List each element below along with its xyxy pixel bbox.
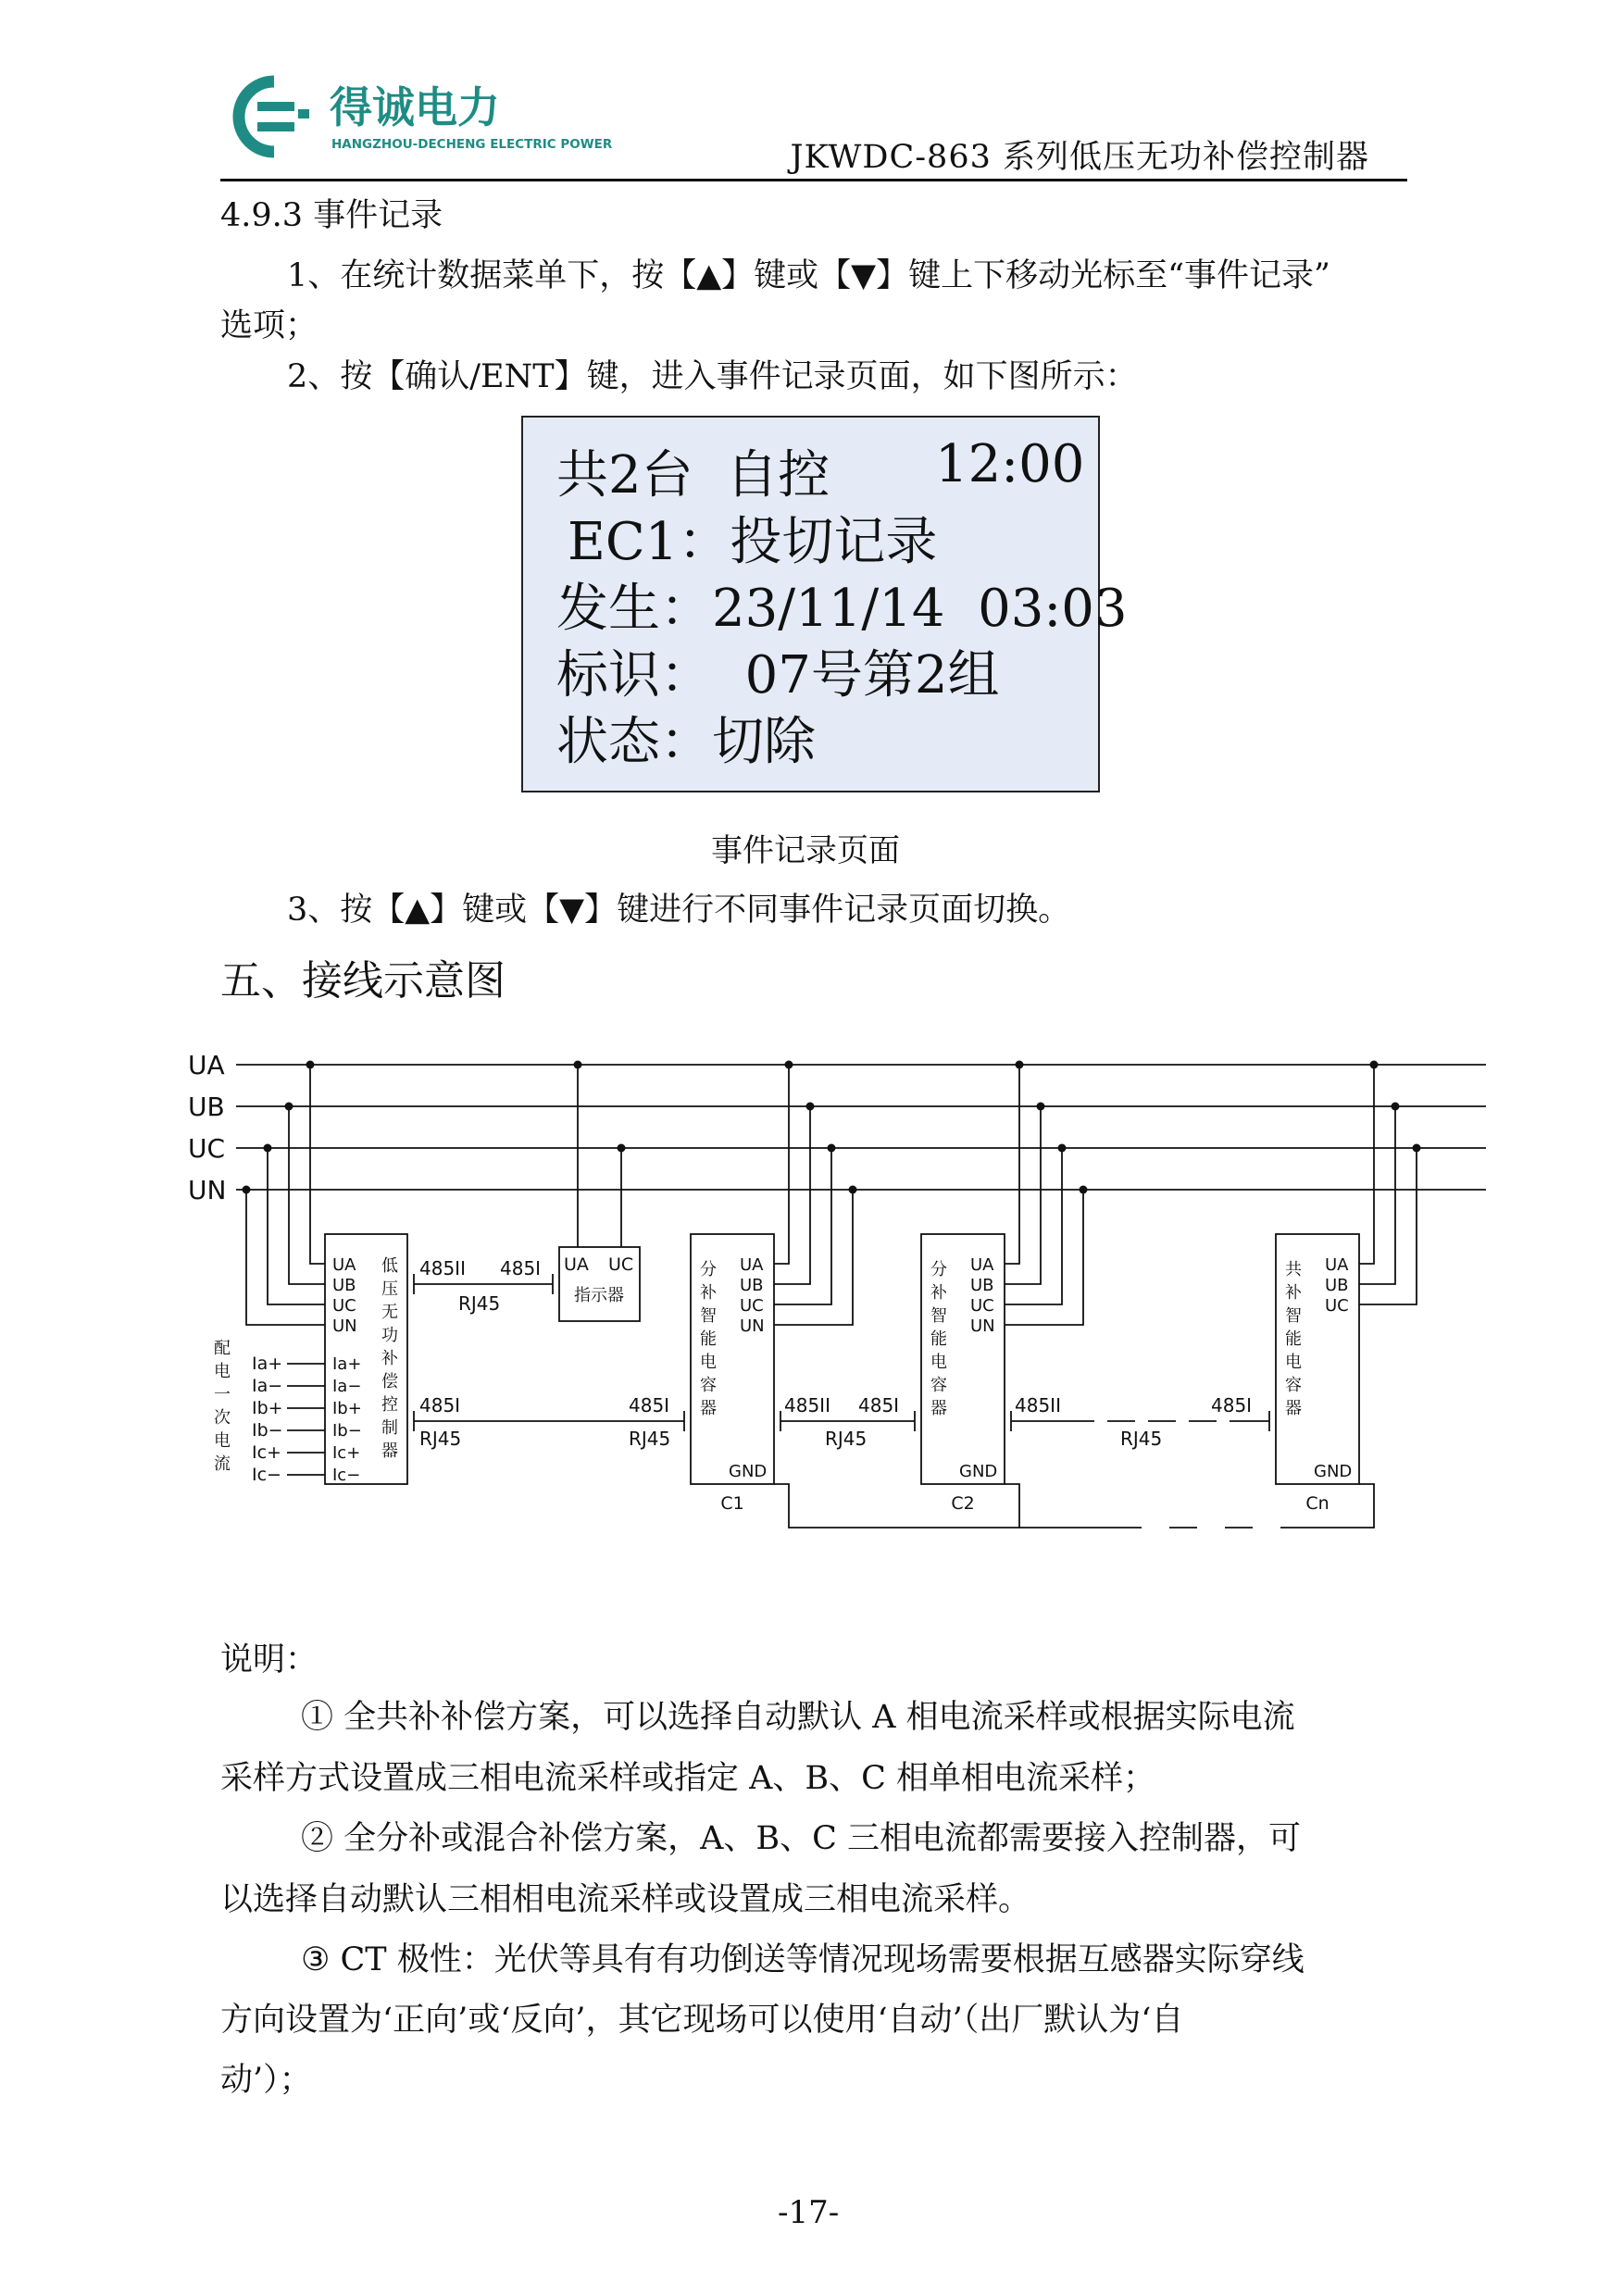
lcd-line-4: 标识： 07号第2组 [556,645,1000,705]
step-2: 2、按【确认/ENT】键，进入事件记录页面，如下图所示： [287,358,1138,395]
ct-terminal-label: Ic+ [252,1442,281,1463]
source-label-char: 一 [214,1385,231,1404]
note-1-line-1: ① 全共补补偿方案，可以选择自动默认 A 相电流采样或根据实际电流 [301,1699,1295,1736]
wiring-diagram [181,1032,1495,1551]
note-3-line-3: 动’）； [220,2062,312,2099]
indicator-terminal: UC [608,1254,634,1275]
company-logo [230,74,613,157]
indicator-terminal: UA [564,1254,589,1275]
cap-name-char: 补 [1285,1283,1302,1303]
note-1-line-2: 采样方式设置成三相电流采样或指定 A、B、C 相单相电流采样； [220,1760,1156,1797]
capacitor-c2 [930,1255,997,1514]
source-label-char: 电 [214,1362,231,1381]
gnd-label: GND [1314,1462,1353,1481]
port-label: 485I [419,1394,461,1416]
port-label: 485II [784,1394,830,1416]
controller-terminal: Ic+ [332,1443,361,1463]
port-label: 485II [419,1257,466,1279]
controller-box [332,1255,398,1485]
lcd-screen [521,416,1128,792]
controller-terminal: Ib− [332,1421,362,1441]
lcd-line-1: 共2台 自控 [556,445,830,505]
capacitor-cn [1285,1255,1352,1514]
cap-name-char: 能 [700,1329,717,1349]
note-2-line-2: 以选择自动默认三相相电流采样或设置成三相电流采样。 [220,1881,1031,1918]
controller-name-char: 控 [381,1395,398,1415]
controller-terminal: Ia− [332,1377,362,1396]
controller-name-char: 压 [381,1279,398,1299]
port-label: 485II [1015,1394,1061,1416]
bus-label-ub: UB [188,1092,225,1122]
controller-terminal: Ib+ [332,1399,362,1418]
ct-terminal-label: Ia− [252,1376,283,1396]
lcd-line-5: 状态：切除 [556,712,816,772]
unit-label: Cn [1305,1493,1330,1514]
lcd-line-3: 发生：23/11/14 03:03 [556,579,1128,639]
brand-cn: 得诚电力 [330,82,500,132]
controller-terminal: UN [332,1316,357,1336]
document-title: JKWDC-863 系列低压无功补偿控制器 [790,139,1369,176]
cap-terminal: UB [970,1276,994,1295]
page-number: -17- [778,2194,840,2231]
step-1-line-1: 1、在统计数据菜单下，按【▲】键或【▼】键上下移动光标至“事件记录” [287,257,1330,294]
rj45-label: RJ45 [825,1428,868,1450]
cap-terminal: UC [740,1296,764,1316]
cap-name-char: 智 [700,1306,717,1326]
lcd-caption: 事件记录页面 [711,832,900,869]
cap-name-char: 电 [700,1353,717,1372]
cap-terminal: UN [970,1316,995,1336]
cap-name-char: 容 [1285,1376,1302,1395]
cap-terminal: UA [970,1255,994,1275]
lcd-line-2: EC1：投切记录 [568,512,938,572]
rj45-label: RJ45 [1120,1428,1163,1450]
rj45-label: RJ45 [419,1428,462,1450]
cap-terminal: UA [740,1255,764,1275]
note-3-line-1: ③ CT 极性：光伏等具有有功倒送等情况现场需要根据互感器实际穿线 [301,1941,1305,1978]
gnd-label: GND [729,1462,768,1481]
cap-name-char: 容 [930,1376,947,1395]
controller-name-char: 功 [381,1326,398,1345]
controller-name-char: 偿 [381,1372,398,1391]
controller-terminal: UC [332,1296,356,1316]
bus-label-uc: UC [188,1133,226,1164]
note-3-line-2: 方向设置为‘正向’或‘反向’，其它现场可以使用‘自动’（出厂默认为‘自 [220,2002,1184,2039]
cap-name-char: 分 [700,1260,717,1279]
port-label: 485I [1211,1394,1253,1416]
step-3: 3、按【▲】键或【▼】键进行不同事件记录页面切换。 [287,892,1071,929]
cap-name-char: 器 [930,1399,947,1418]
cap-name-char: 容 [700,1376,717,1395]
cap-name-char: 智 [930,1306,947,1326]
cap-name-char: 补 [700,1283,717,1303]
unit-label: C2 [951,1493,975,1514]
bus-label-un: UN [188,1175,227,1205]
rj45-label: RJ45 [458,1292,501,1315]
ct-terminal-label: Ib+ [252,1398,283,1418]
source-label-char: 电 [214,1431,231,1451]
controller-name-char: 补 [381,1349,398,1368]
note-2-line-1: ② 全分补或混合补偿方案，A、B、C 三相电流都需要接入控制器，可 [301,1820,1302,1857]
brand-en: HANGZHOU-DECHENG ELECTRIC POWER [331,137,613,152]
cap-name-char: 器 [700,1399,717,1418]
cap-name-char: 能 [930,1329,947,1349]
indicator-box [564,1254,633,1305]
cap-name-char: 共 [1285,1260,1302,1279]
cap-terminal: UC [970,1296,994,1316]
port-label: 485I [500,1257,542,1279]
unit-label: C1 [720,1493,744,1514]
logo-mark-icon [239,81,309,152]
cap-name-char: 智 [1285,1306,1302,1326]
capacitor-c1 [700,1255,767,1514]
controller-terminal: UB [332,1276,356,1295]
step-1-line-2: 选项； [220,307,318,344]
ct-terminal-label: Ib− [252,1420,283,1441]
cap-name-char: 电 [930,1353,947,1372]
source-label-char: 次 [214,1408,231,1428]
controller-name-char: 低 [381,1256,398,1276]
cap-terminal: UC [1325,1296,1349,1316]
controller-terminal: Ic− [332,1466,361,1485]
indicator-name: 指示器 [574,1286,624,1305]
controller-name-char: 制 [381,1418,398,1438]
section-5-title: 五、接线示意图 [220,957,506,1004]
cap-name-char: 分 [930,1260,947,1279]
notes-title: 说明： [220,1641,318,1678]
gnd-label: GND [959,1462,998,1481]
bus-label-ua: UA [188,1050,225,1080]
rj45-label: RJ45 [629,1428,671,1450]
cap-terminal: UN [740,1316,765,1336]
port-label: 485I [858,1394,900,1416]
controller-name-char: 器 [381,1441,398,1461]
controller-terminal: UA [332,1255,356,1275]
cap-terminal: UB [740,1276,764,1295]
source-label-char: 流 [214,1454,231,1474]
ct-terminal-label: Ia+ [252,1354,283,1374]
ct-terminal-label: Ic− [252,1465,281,1485]
cap-name-char: 器 [1285,1399,1302,1418]
controller-name-char: 无 [381,1303,398,1322]
cap-name-char: 电 [1285,1353,1302,1372]
controller-terminal: Ia+ [332,1354,362,1374]
section-title: 4.9.3 事件记录 [220,197,443,234]
cap-name-char: 补 [930,1283,947,1303]
cap-name-char: 能 [1285,1329,1302,1349]
cap-terminal: UB [1325,1276,1349,1295]
port-label: 485I [629,1394,670,1416]
lcd-time: 12:00 [935,434,1085,494]
header-divider [220,179,1407,181]
cap-terminal: UA [1325,1255,1349,1275]
source-label-char: 配 [214,1339,231,1358]
